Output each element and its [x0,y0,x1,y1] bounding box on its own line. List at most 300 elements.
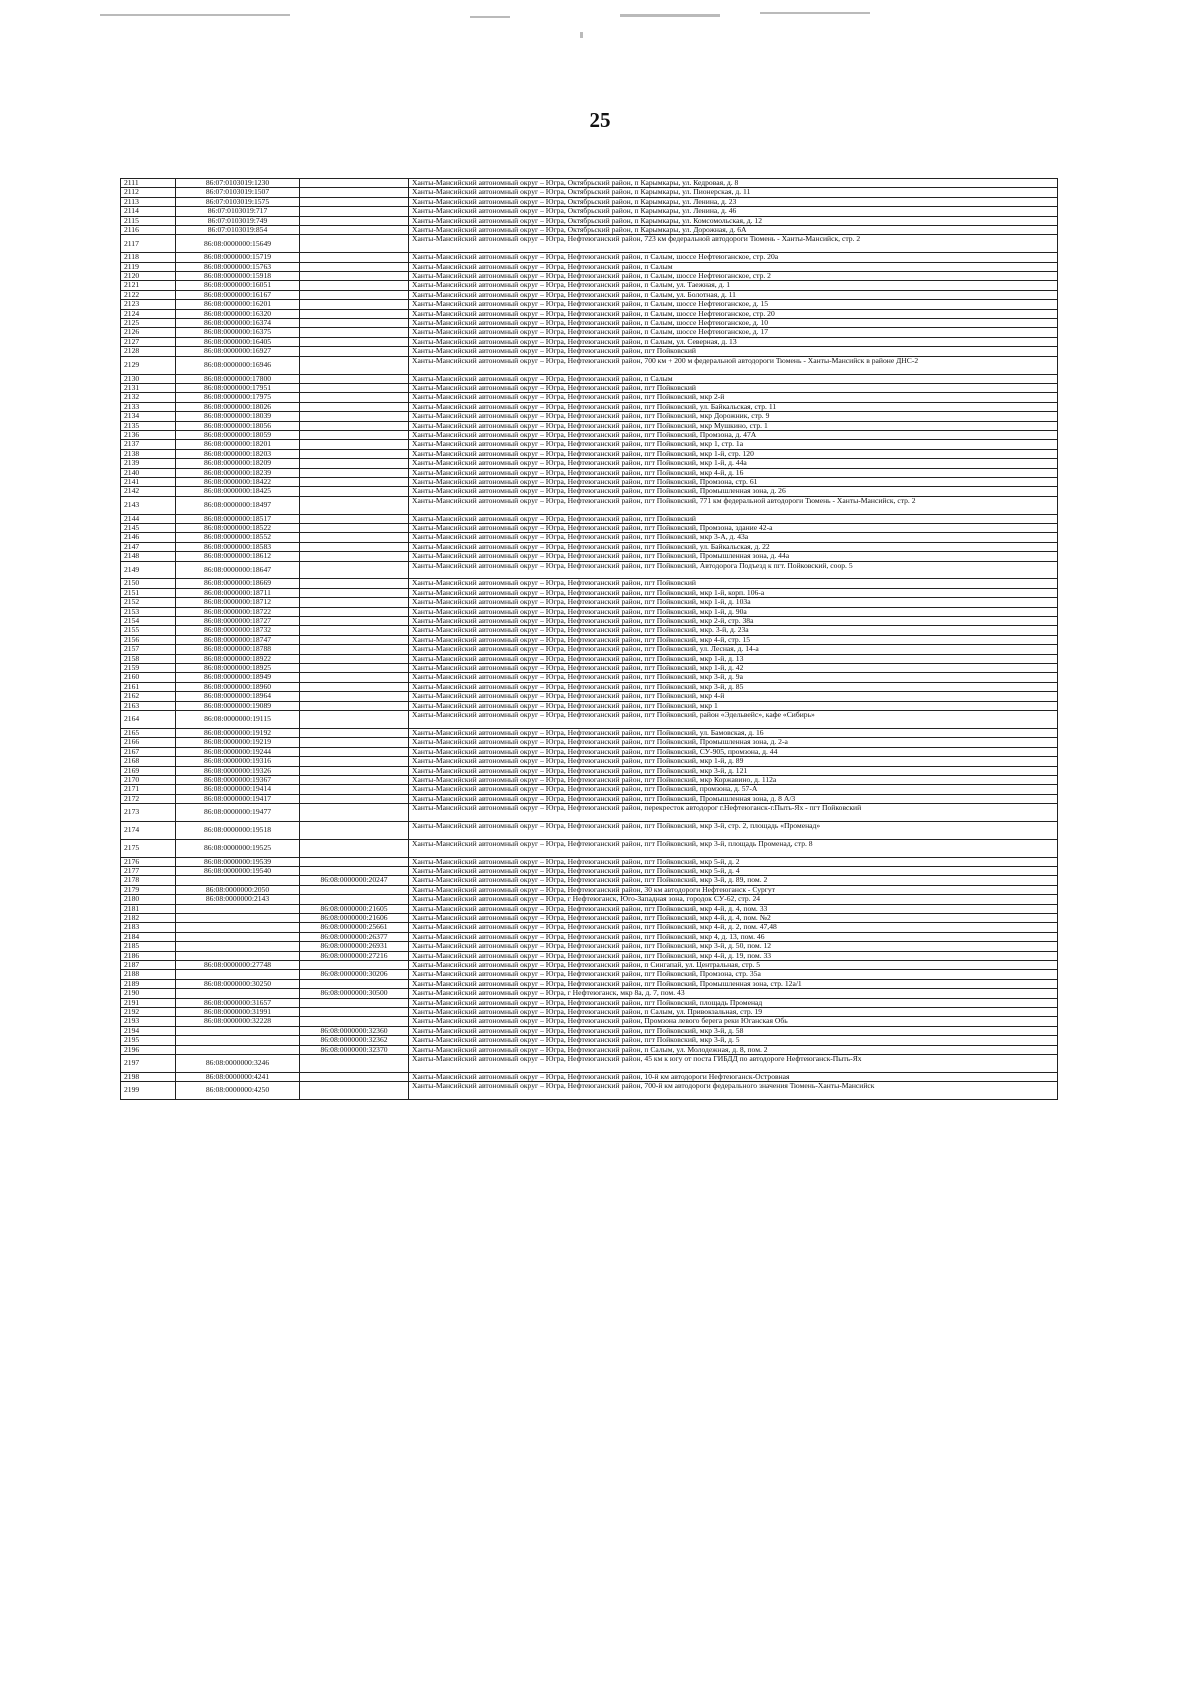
cadastral-number-cell: 86:08:0000000:31657 [176,998,300,1007]
table-row [121,961,1058,970]
address-cell: Ханты-Мансийский автономный округ – Югра, Нефтеюганский район, пгт Пойковский, мкр 1-й, д. 44а [409,459,1058,468]
cadastral-number-2-cell [300,421,409,430]
table-row [121,673,1058,682]
row-number-cell: 2199 [121,1082,176,1100]
row-number-cell: 2122 [121,290,176,299]
cadastral-number-cell: 86:08:0000000:18422 [176,477,300,486]
cadastral-number-2-cell [300,309,409,318]
table-row [121,979,1058,988]
cadastral-number-cell: 86:08:0000000:16946 [176,356,300,374]
cadastral-number-2-cell [300,979,409,988]
address-cell: Ханты-Мансийский автономный округ – Югра, Нефтеюганский район, пгт Пойковский, мкр 3-й, д. 58 [409,1026,1058,1035]
cadastral-number-2-cell [300,1055,409,1073]
table-row [121,459,1058,468]
address-cell: Ханты-Мансийский автономный округ – Югра, Нефтеюганский район, п Салым, ул. Северная, д. 13 [409,337,1058,346]
table-row [121,794,1058,803]
address-cell: Ханты-Мансийский автономный округ – Югра, Нефтеюганский район, пгт Пойковский, мкр Коржавино, д. 112а [409,775,1058,784]
cadastral-number-cell: 86:08:0000000:18425 [176,487,300,496]
table-row [121,617,1058,626]
table-row [121,923,1058,932]
cadastral-number-cell: 86:08:0000000:4250 [176,1082,300,1100]
cadastral-number-2-cell [300,1082,409,1100]
address-cell: Ханты-Мансийский автономный округ – Югра, Октябрьский район, п Карымкары, ул. Кедровая, д. 8 [409,179,1058,188]
row-number-cell: 2181 [121,904,176,913]
cadastral-number-2-cell [300,579,409,588]
cadastral-number-2-cell: 86:08:0000000:27216 [300,951,409,960]
table-row [121,1036,1058,1045]
address-cell: Ханты-Мансийский автономный округ – Югра, Нефтеюганский район, пгт Пойковский, мкр 3-А, д. 43а [409,533,1058,542]
address-cell: Ханты-Мансийский автономный округ – Югра, Нефтеюганский район, пгт Пойковский, мкр 1-й, д. 42 [409,664,1058,673]
table-row [121,216,1058,225]
cadastral-number-2-cell [300,179,409,188]
cadastral-number-cell: 86:08:0000000:2143 [176,895,300,904]
row-number-cell: 2194 [121,1026,176,1035]
address-cell: Ханты-Мансийский автономный округ – Югра, Нефтеюганский район, пгт Пойковский, мкр Мушкино, стр. 1 [409,421,1058,430]
cadastral-number-2-cell [300,607,409,616]
table-row [121,468,1058,477]
table-row [121,839,1058,857]
row-number-cell: 2136 [121,430,176,439]
cadastral-number-2-cell [300,711,409,729]
cadastral-number-cell: 86:08:0000000:17800 [176,374,300,383]
cadastral-number-cell: 86:08:0000000:19417 [176,794,300,803]
cadastral-number-2-cell [300,393,409,402]
row-number-cell: 2174 [121,821,176,839]
row-number-cell: 2179 [121,885,176,894]
table-row [121,913,1058,922]
cadastral-number-2-cell [300,561,409,579]
address-cell: Ханты-Мансийский автономный округ – Югра, Нефтеюганский район, пгт Пойковский, мкр 4-й, д. 19, пом. 33 [409,951,1058,960]
table-row [121,421,1058,430]
table-row [121,747,1058,756]
address-cell: Ханты-Мансийский автономный округ – Югра, Нефтеюганский район, пгт Пойковский, мкр 1-й, стр. 120 [409,449,1058,458]
cadastral-number-cell: 86:08:0000000:18517 [176,514,300,523]
cadastral-number-2-cell [300,766,409,775]
table-row [121,226,1058,235]
row-number-cell: 2149 [121,561,176,579]
table-row [121,757,1058,766]
row-number-cell: 2135 [121,421,176,430]
cadastral-number-cell: 86:08:0000000:19326 [176,766,300,775]
row-number-cell: 2195 [121,1036,176,1045]
cadastral-number-2-cell [300,692,409,701]
cadastral-number-2-cell [300,290,409,299]
cadastral-number-cell: 86:08:0000000:18732 [176,626,300,635]
row-number-cell: 2159 [121,664,176,673]
row-number-cell: 2163 [121,701,176,710]
row-number-cell: 2128 [121,347,176,356]
cadastral-number-2-cell [300,998,409,1007]
cadastral-number-cell: 86:08:0000000:18552 [176,533,300,542]
address-cell: Ханты-Мансийский автономный округ – Югра, Нефтеюганский район, пгт Пойковский, мкр 5-й, д. 4 [409,866,1058,875]
cadastral-number-2-cell [300,253,409,262]
cadastral-number-2-cell [300,1017,409,1026]
cadastral-number-cell: 86:08:0000000:17951 [176,383,300,392]
row-number-cell: 2190 [121,989,176,998]
table-row [121,356,1058,374]
cadastral-number-2-cell [300,961,409,970]
cadastral-number-2-cell [300,626,409,635]
row-number-cell: 2118 [121,253,176,262]
table-row [121,262,1058,271]
row-number-cell: 2189 [121,979,176,988]
cadastral-number-cell: 86:08:0000000:18059 [176,430,300,439]
row-number-cell: 2114 [121,207,176,216]
address-cell: Ханты-Мансийский автономный округ – Югра, Нефтеюганский район, п Салым, шоссе Нефтеюганское, стр. 20а [409,253,1058,262]
address-cell: Ханты-Мансийский автономный округ – Югра, Нефтеюганский район, пгт Пойковский, промзона, д. 57-А [409,785,1058,794]
row-number-cell: 2177 [121,866,176,875]
table-row [121,989,1058,998]
address-cell: Ханты-Мансийский автономный округ – Югра, Нефтеюганский район, пгт Пойковский, мкр 2-й [409,393,1058,402]
cadastral-number-2-cell [300,337,409,346]
cadastral-number-cell: 86:07:0103019:749 [176,216,300,225]
table-row [121,607,1058,616]
row-number-cell: 2146 [121,533,176,542]
row-number-cell: 2188 [121,970,176,979]
row-number-cell: 2187 [121,961,176,970]
address-cell: Ханты-Мансийский автономный округ – Югра, Нефтеюганский район, пгт Пойковский, мкр 3-й, д. 50, пом. 12 [409,942,1058,951]
address-cell: Ханты-Мансийский автономный округ – Югра, Нефтеюганский район, пгт Пойковский, мкр 1-й, д. 90а [409,607,1058,616]
cadastral-number-2-cell [300,216,409,225]
table-row [121,738,1058,747]
table-row [121,319,1058,328]
address-cell: Ханты-Мансийский автономный округ – Югра, Нефтеюганский район, пгт Пойковский, Промзона, д. 47А [409,430,1058,439]
table-row [121,253,1058,262]
address-cell: Ханты-Мансийский автономный округ – Югра, Октябрьский район, п Карымкары, ул. Комсомольская, д. 12 [409,216,1058,225]
cadastral-number-2-cell [300,440,409,449]
cadastral-number-2-cell [300,645,409,654]
registry-table [120,178,1058,1100]
cadastral-number-cell: 86:08:0000000:18722 [176,607,300,616]
cadastral-number-2-cell [300,459,409,468]
cadastral-number-2-cell [300,617,409,626]
address-cell: Ханты-Мансийский автономный округ – Югра, Нефтеюганский район, пгт Пойковский, мкр. 3-й, д. 23а [409,626,1058,635]
cadastral-number-cell: 86:08:0000000:18922 [176,654,300,663]
cadastral-number-2-cell [300,857,409,866]
cadastral-number-2-cell [300,885,409,894]
address-cell: Ханты-Мансийский автономный округ – Югра, Нефтеюганский район, пгт Пойковский, площадь Променад [409,998,1058,1007]
address-cell: Ханты-Мансийский автономный округ – Югра, Нефтеюганский район, пгт Пойковский, Промзона, стр. 35а [409,970,1058,979]
table-row [121,804,1058,822]
table-row [121,188,1058,197]
cadastral-number-2-cell [300,552,409,561]
table-row [121,393,1058,402]
cadastral-number-cell [176,876,300,885]
row-number-cell: 2120 [121,272,176,281]
row-number-cell: 2180 [121,895,176,904]
table-row [121,711,1058,729]
cadastral-number-cell: 86:08:0000000:30250 [176,979,300,988]
cadastral-number-2-cell [300,468,409,477]
cadastral-number-cell: 86:08:0000000:18960 [176,682,300,691]
table-row [121,197,1058,206]
row-number-cell: 2144 [121,514,176,523]
address-cell: Ханты-Мансийский автономный округ – Югра, Нефтеюганский район, пгт Пойковский, мкр 3-й, д. 9а [409,673,1058,682]
address-cell: Ханты-Мансийский автономный округ – Югра, Нефтеюганский район, пгт Пойковский, Промышленная зона, д. 44а [409,552,1058,561]
cadastral-number-cell: 86:08:0000000:18925 [176,664,300,673]
cadastral-number-cell: 86:08:0000000:15918 [176,272,300,281]
cadastral-number-2-cell [300,328,409,337]
row-number-cell: 2165 [121,728,176,737]
address-cell: Ханты-Мансийский автономный округ – Югра, Нефтеюганский район, пгт Пойковский, мкр 3-й, стр. 2, площадь «Променад» [409,821,1058,839]
address-cell: Ханты-Мансийский автономный округ – Югра, Нефтеюганский район, пгт Пойковский, ул. Бамовская, д. 16 [409,728,1058,737]
cadastral-number-2-cell: 86:08:0000000:26377 [300,932,409,941]
table-row [121,1045,1058,1054]
cadastral-number-2-cell [300,1008,409,1017]
cadastral-number-cell: 86:08:0000000:16374 [176,319,300,328]
scan-speck [470,16,510,18]
row-number-cell: 2133 [121,402,176,411]
cadastral-number-cell: 86:08:0000000:19367 [176,775,300,784]
cadastral-number-2-cell [300,821,409,839]
table-row [121,866,1058,875]
table-row [121,1017,1058,1026]
cadastral-number-cell: 86:08:0000000:19477 [176,804,300,822]
address-cell: Ханты-Мансийский автономный округ – Югра, Нефтеюганский район, пгт Пойковский, Промзона, здание 42-а [409,523,1058,532]
address-cell: Ханты-Мансийский автономный округ – Югра, Нефтеюганский район, п Салым, ул. Привокзальная, стр. 19 [409,1008,1058,1017]
row-number-cell: 2161 [121,682,176,691]
row-number-cell: 2178 [121,876,176,885]
address-cell: Ханты-Мансийский автономный округ – Югра, Нефтеюганский район, п Салым, ул. Болотная, д. 11 [409,290,1058,299]
cadastral-number-2-cell [300,728,409,737]
table-row [121,1055,1058,1073]
row-number-cell: 2176 [121,857,176,866]
cadastral-number-2-cell [300,262,409,271]
address-cell: Ханты-Мансийский автономный округ – Югра, Октябрьский район, п Карымкары, ул. Ленина, д. 23 [409,197,1058,206]
cadastral-number-2-cell [300,775,409,784]
row-number-cell: 2143 [121,496,176,514]
address-cell: Ханты-Мансийский автономный округ – Югра, Нефтеюганский район, пгт Пойковский, мкр 4-й, д. 4, пом. 33 [409,904,1058,913]
address-cell: Ханты-Мансийский автономный округ – Югра, Нефтеюганский район, п Салым [409,262,1058,271]
row-number-cell: 2134 [121,412,176,421]
cadastral-number-2-cell [300,319,409,328]
table-row [121,857,1058,866]
cadastral-number-2-cell: 86:08:0000000:21605 [300,904,409,913]
cadastral-number-2-cell: 86:08:0000000:32370 [300,1045,409,1054]
table-row [121,383,1058,392]
table-row [121,664,1058,673]
row-number-cell: 2196 [121,1045,176,1054]
row-number-cell: 2115 [121,216,176,225]
cadastral-number-cell [176,1036,300,1045]
cadastral-number-cell: 86:08:0000000:19316 [176,757,300,766]
cadastral-number-cell: 86:08:0000000:31991 [176,1008,300,1017]
table-row [121,821,1058,839]
address-cell: Ханты-Мансийский автономный округ – Югра, Нефтеюганский район, пгт Пойковский, Промышленная зона, д. 8 А/3 [409,794,1058,803]
row-number-cell: 2171 [121,785,176,794]
cadastral-number-2-cell [300,747,409,756]
address-cell: Ханты-Мансийский автономный округ – Югра, г Нефтеюганск, мкр 8а, д. 7, пом. 43 [409,989,1058,998]
cadastral-number-2-cell [300,356,409,374]
scan-speck [760,12,870,14]
cadastral-number-2-cell [300,682,409,691]
row-number-cell: 2126 [121,328,176,337]
cadastral-number-cell: 86:08:0000000:18239 [176,468,300,477]
address-cell: Ханты-Мансийский автономный округ – Югра, Нефтеюганский район, пгт Пойковский, мкр 4-й [409,692,1058,701]
row-number-cell: 2172 [121,794,176,803]
cadastral-number-2-cell [300,588,409,597]
row-number-cell: 2182 [121,913,176,922]
address-cell: Ханты-Мансийский автономный округ – Югра, Нефтеюганский район, пгт Пойковский, мкр 3-й, д. 121 [409,766,1058,775]
cadastral-number-cell: 86:08:0000000:18203 [176,449,300,458]
row-number-cell: 2119 [121,262,176,271]
cadastral-number-2-cell: 86:08:0000000:30500 [300,989,409,998]
cadastral-number-cell: 86:08:0000000:18497 [176,496,300,514]
row-number-cell: 2137 [121,440,176,449]
table-row [121,430,1058,439]
cadastral-number-cell [176,923,300,932]
row-number-cell: 2193 [121,1017,176,1026]
row-number-cell: 2113 [121,197,176,206]
cadastral-number-cell: 86:08:0000000:19192 [176,728,300,737]
row-number-cell: 2140 [121,468,176,477]
table-row [121,309,1058,318]
cadastral-number-2-cell [300,272,409,281]
address-cell: Ханты-Мансийский автономный округ – Югра, Нефтеюганский район, пгт Пойковский, мкр 1 [409,701,1058,710]
cadastral-number-2-cell: 86:08:0000000:32362 [300,1036,409,1045]
cadastral-number-cell [176,1026,300,1035]
row-number-cell: 2145 [121,523,176,532]
cadastral-number-2-cell [300,804,409,822]
table-row [121,179,1058,188]
address-cell: Ханты-Мансийский автономный округ – Югра, Нефтеюганский район, пгт Пойковский, мкр Дорожник, стр. 9 [409,412,1058,421]
row-number-cell: 2147 [121,542,176,551]
cadastral-number-2-cell [300,402,409,411]
address-cell: Ханты-Мансийский автономный округ – Югра, Нефтеюганский район, пгт Пойковский, мкр 1-й, д. 103а [409,598,1058,607]
cadastral-number-cell: 86:08:0000000:16405 [176,337,300,346]
table-row [121,876,1058,885]
table-row [121,347,1058,356]
cadastral-number-cell: 86:07:0103019:717 [176,207,300,216]
cadastral-number-2-cell [300,738,409,747]
cadastral-number-2-cell [300,533,409,542]
cadastral-number-cell [176,989,300,998]
row-number-cell: 2167 [121,747,176,756]
table-row [121,1082,1058,1100]
row-number-cell: 2155 [121,626,176,635]
cadastral-number-cell [176,1045,300,1054]
cadastral-number-2-cell [300,514,409,523]
row-number-cell: 2112 [121,188,176,197]
address-cell: Ханты-Мансийский автономный округ – Югра, Нефтеюганский район, п Салым, шоссе Нефтеюганское, стр. 2 [409,272,1058,281]
table-row [121,374,1058,383]
cadastral-number-cell: 86:08:0000000:19244 [176,747,300,756]
table-row [121,561,1058,579]
table-row [121,514,1058,523]
cadastral-number-cell: 86:08:0000000:32228 [176,1017,300,1026]
table-row [121,207,1058,216]
cadastral-number-2-cell [300,412,409,421]
cadastral-number-2-cell [300,673,409,682]
row-number-cell: 2192 [121,1008,176,1017]
row-number-cell: 2184 [121,932,176,941]
address-cell: Ханты-Мансийский автономный округ – Югра, Нефтеюганский район, пгт Пойковский, ул. Байкальская, стр. 11 [409,402,1058,411]
address-cell: Ханты-Мансийский автономный округ – Югра, Нефтеюганский район, пгт Пойковский, мкр 3-й, д. 89, пом. 2 [409,876,1058,885]
address-cell: Ханты-Мансийский автономный округ – Югра, Нефтеюганский район, пгт Пойковский, ул. Лесная, д. 14-а [409,645,1058,654]
table-row [121,775,1058,784]
cadastral-number-cell: 86:08:0000000:19219 [176,738,300,747]
scan-speck [100,14,290,16]
row-number-cell: 2139 [121,459,176,468]
row-number-cell: 2152 [121,598,176,607]
table-row [121,328,1058,337]
cadastral-number-2-cell [300,598,409,607]
cadastral-number-cell: 86:08:0000000:18026 [176,402,300,411]
address-cell: Ханты-Мансийский автономный округ – Югра, Нефтеюганский район, 30 км автодороги Нефтеюганск - Сургут [409,885,1058,894]
row-number-cell: 2185 [121,942,176,951]
cadastral-number-2-cell [300,701,409,710]
cadastral-number-cell: 86:08:0000000:18647 [176,561,300,579]
address-cell: Ханты-Мансийский автономный округ – Югра, Октябрьский район, п Карымкары, ул. Пионерская, д. 11 [409,188,1058,197]
address-cell: Ханты-Мансийский автономный округ – Югра, Нефтеюганский район, пгт Пойковский, мкр 3-й, площадь Променад, стр. 8 [409,839,1058,857]
cadastral-number-cell: 86:08:0000000:19539 [176,857,300,866]
address-cell: Ханты-Мансийский автономный округ – Югра, Нефтеюганский район, п Салым, шоссе Нефтеюганское, д. 10 [409,319,1058,328]
cadastral-number-cell: 86:08:0000000:16320 [176,309,300,318]
cadastral-number-2-cell: 86:08:0000000:26931 [300,942,409,951]
table-row [121,281,1058,290]
address-cell: Ханты-Мансийский автономный округ – Югра, Нефтеюганский район, п Салым, шоссе Нефтеюганское, д. 15 [409,300,1058,309]
cadastral-number-cell: 86:08:0000000:18522 [176,523,300,532]
row-number-cell: 2153 [121,607,176,616]
address-cell: Ханты-Мансийский автономный округ – Югра, Нефтеюганский район, п Салым, ул. Таежная, д. 1 [409,281,1058,290]
cadastral-number-cell [176,904,300,913]
cadastral-number-cell: 86:07:0103019:1507 [176,188,300,197]
address-cell: Ханты-Мансийский автономный округ – Югра, Нефтеюганский район, п Салым, ул. Молодежная, д. 8, пом. 2 [409,1045,1058,1054]
cadastral-number-cell: 86:08:0000000:2050 [176,885,300,894]
cadastral-number-cell: 86:08:0000000:16375 [176,328,300,337]
table-row [121,942,1058,951]
table-row [121,552,1058,561]
registry-table-container [120,178,1058,1100]
table-row [121,290,1058,299]
row-number-cell: 2166 [121,738,176,747]
table-row [121,588,1058,597]
cadastral-number-cell [176,970,300,979]
address-cell: Ханты-Мансийский автономный округ – Югра, Нефтеюганский район, пгт Пойковский, СУ-905, промзона, д. 44 [409,747,1058,756]
address-cell: Ханты-Мансийский автономный округ – Югра, Нефтеюганский район, п Салым [409,374,1058,383]
address-cell: Ханты-Мансийский автономный округ – Югра, Нефтеюганский район, пгт Пойковский [409,383,1058,392]
address-cell: Ханты-Мансийский автономный округ – Югра, Нефтеюганский район, пгт Пойковский, 771 км федеральной автодороги Тюмень - Ханты-Мансийск, стр. 2 [409,496,1058,514]
cadastral-number-2-cell [300,197,409,206]
cadastral-number-2-cell [300,542,409,551]
cadastral-number-cell: 86:08:0000000:16167 [176,290,300,299]
cadastral-number-2-cell [300,839,409,857]
table-row [121,579,1058,588]
cadastral-number-cell: 86:08:0000000:18712 [176,598,300,607]
cadastral-number-cell [176,942,300,951]
cadastral-number-cell: 86:08:0000000:18949 [176,673,300,682]
row-number-cell: 2197 [121,1055,176,1073]
row-number-cell: 2142 [121,487,176,496]
cadastral-number-2-cell [300,794,409,803]
cadastral-number-cell: 86:08:0000000:16051 [176,281,300,290]
table-row [121,728,1058,737]
cadastral-number-cell: 86:08:0000000:18056 [176,421,300,430]
cadastral-number-cell: 86:08:0000000:15763 [176,262,300,271]
cadastral-number-2-cell [300,785,409,794]
row-number-cell: 2127 [121,337,176,346]
cadastral-number-cell [176,932,300,941]
table-row [121,235,1058,253]
address-cell: Ханты-Мансийский автономный округ – Югра, Нефтеюганский район, пгт Пойковский, мкр 3-й, д. 85 [409,682,1058,691]
cadastral-number-cell: 86:08:0000000:18583 [176,542,300,551]
row-number-cell: 2151 [121,588,176,597]
cadastral-number-2-cell: 86:08:0000000:30206 [300,970,409,979]
address-cell: Ханты-Мансийский автономный округ – Югра, Нефтеюганский район, пгт Пойковский, мкр 2-й, стр. 38а [409,617,1058,626]
row-number-cell: 2148 [121,552,176,561]
cadastral-number-2-cell: 86:08:0000000:32360 [300,1026,409,1035]
table-row [121,692,1058,701]
